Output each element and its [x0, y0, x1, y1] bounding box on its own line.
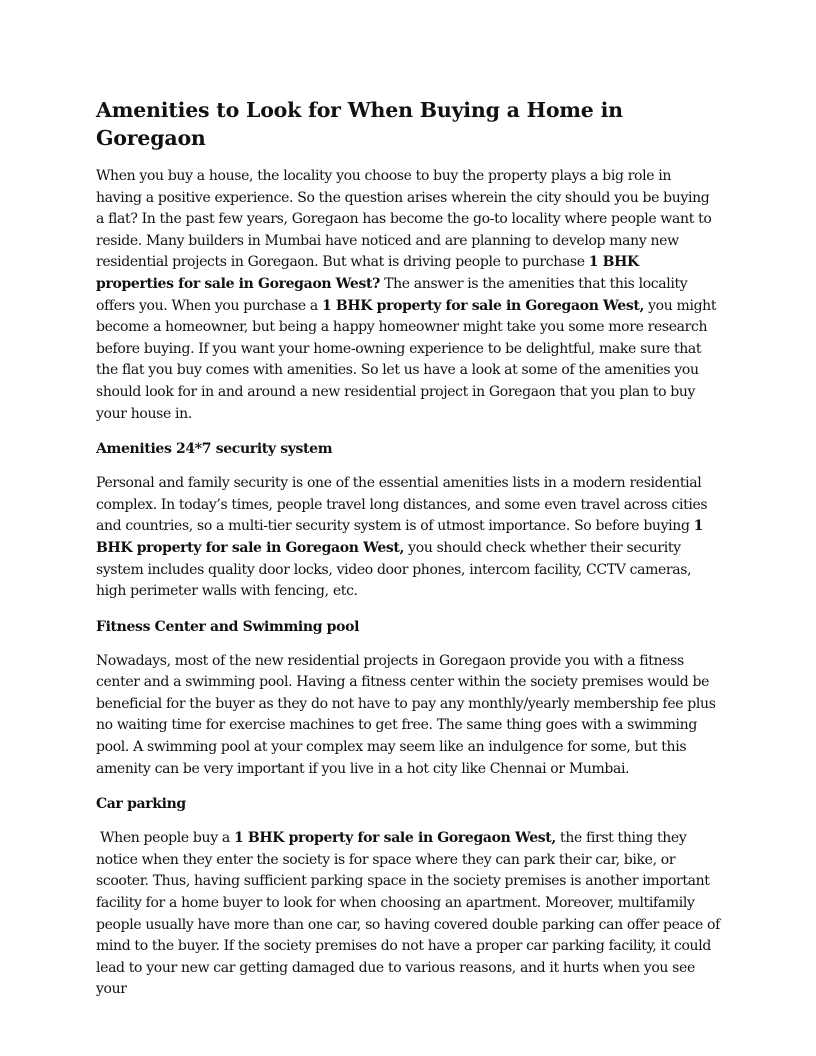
intro-text-2: The answer is the amenities that this locality offers you. When you purchase a — [96, 275, 688, 314]
security-text-2: you should check whether their security system includes quality door locks, video door phones, intercom facility, CCTV cameras, high perimeter walls with fencing, etc. — [96, 539, 692, 600]
security-text-1: Personal and family security is one of the essential amenities lists in a modern residential complex. In today’s times, people travel long distances, and some even travel across cities and countries, so a multi-tier security system is of utmost importance. So before buying — [96, 475, 708, 535]
intro-paragraph — [96, 166, 720, 425]
intro-text-3: you might become a homeowner, but being a happy homeowner might take you some more research before buying. If you want your home-owning experience to be delightful, make sure that the flat you buy comes with amenities. So let us have a look at some of the amenities you should look for in and around a new residential project in Goregaon that you plan to buy your house in. — [96, 297, 717, 422]
document-page — [96, 96, 720, 1014]
fitness-paragraph: Nowadays, most of the new residential projects in Goregaon provide you with a fitness center and a swimming pool. Having a fitness center within the society premises would be beneficial for the buyer as they do not have to pay any monthly/yearly membership fee plus no waiting time for exercise machines to get free. The same thing goes with a swimming pool. A swimming pool at your complex may seem like an indulgence for some, but this amenity can be very important if you live in a hot city like Chennai or Mumbai. — [96, 652, 716, 777]
security-paragraph — [96, 473, 720, 603]
parking-bold-1: 1 BHK property for sale in Goregaon West, — [233, 830, 556, 847]
parking-text-1: When people buy a — [96, 830, 234, 847]
intro-bold-1: 1 BHK properties for sale in Goregaon West? — [96, 254, 639, 292]
security-bold-1: 1 BHK property for sale in Goregaon West, — [96, 518, 704, 556]
page-title: Amenities to Look for When Buying a Home in Goregaon — [96, 98, 623, 150]
fitness-heading: Fitness Center and Swimming pool — [96, 618, 360, 635]
parking-heading: Car parking — [96, 796, 186, 813]
intro-bold-2: 1 BHK property for sale in Goregaon West, — [322, 297, 645, 314]
security-heading: Amenities 24*7 security system — [96, 441, 333, 458]
parking-text-2: the first thing they notice when they enter the society is for space where they can park their car, bike, or scooter. Thus, having sufficient parking space in the society premises is another important facility for a home buyer to look for when choosing an apartment. Moreover, multifamily people usually have more than one car, so having covered double parking can offer peace of mind to the buyer. If the society premises do not have a proper car parking facility, it could lead to your new car getting damaged due to various reasons, and it hurts when you see your — [96, 830, 720, 998]
intro-text-1: When you buy a house, the locality you choose to buy the property plays a big role in having a positive experience. So the question arises wherein the city should you be buying a flat? In the past few years, Goregaon has become the go-to locality where people want to reside. Many builders in Mumbai have noticed and are planning to develop many new residential projects in Goregaon. But what is driving people to purchase — [96, 168, 712, 271]
parking-paragraph — [96, 828, 720, 1001]
